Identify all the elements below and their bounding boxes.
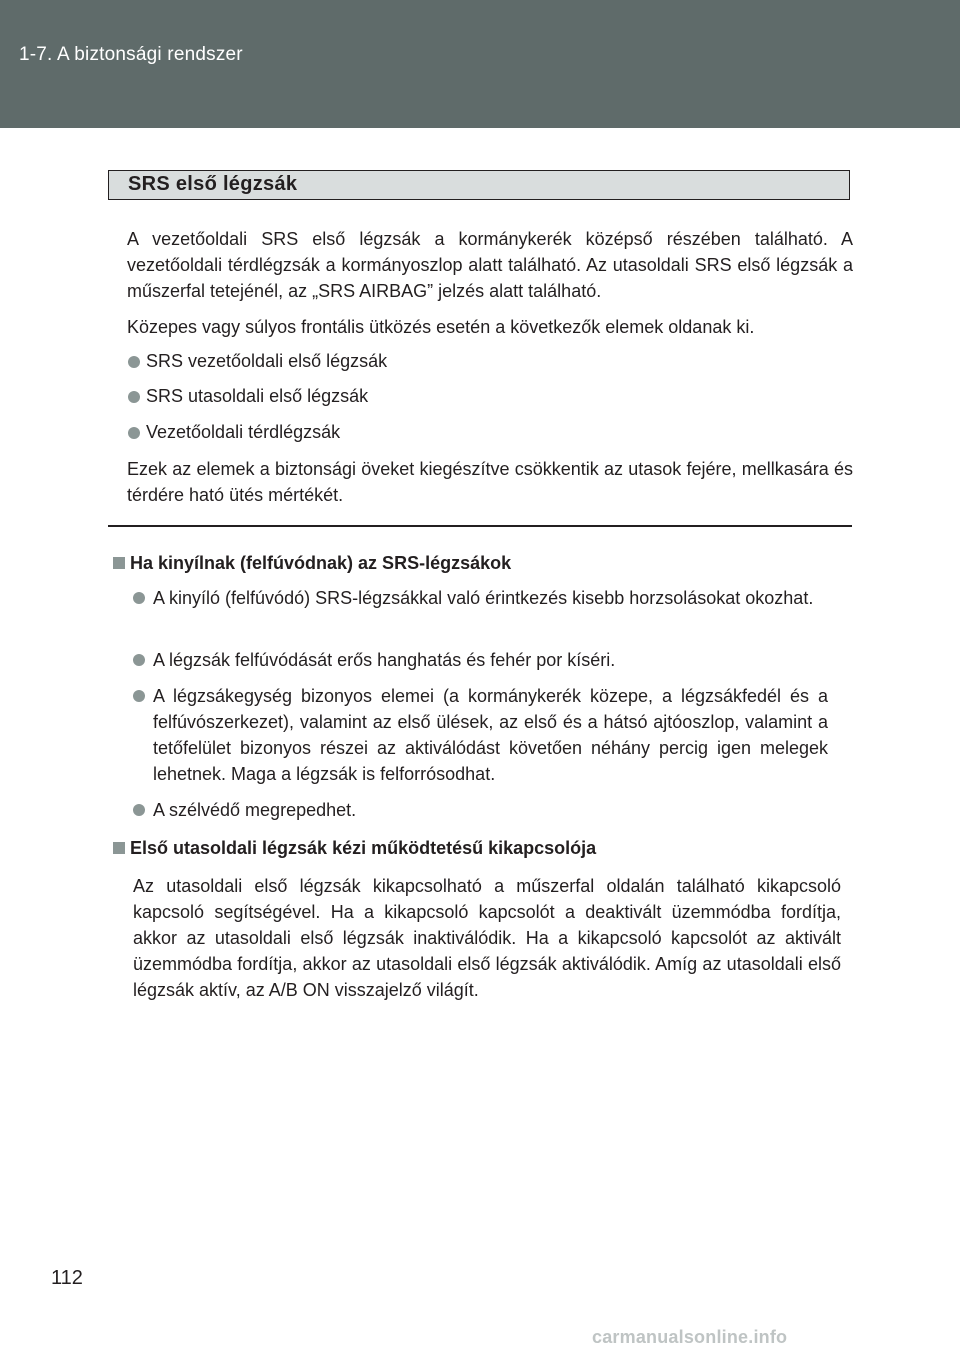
box-bullet-item: Vezetőoldali térdlégzsák bbox=[146, 422, 341, 442]
box-title bbox=[108, 170, 850, 200]
section2-text: Az utasoldali első légzsák kikapcsolható a műszerfal oldalán található kikapcsoló kapcsoló segítségével. Ha a kikapcsoló kapcsolót a deaktivált üzemmódba fordítja, akkor az utasoldali első légzsák inaktiválódik. Ha a kikapcsoló kapcsolót az aktivált üzemmódba fordítja, akkor az utasoldali első légzsák aktiválódik. Amíg az utasoldali első légzsák aktív, az A/B ON visszajelző világít. bbox=[133, 876, 841, 1000]
deploy-paragraph: Közepes vagy súlyos frontális ütközés esetén a következők elemek oldanak ki. bbox=[127, 317, 755, 337]
bullet-dot-icon bbox=[133, 804, 145, 816]
section1-bullet: A légzsákegység bizonyos elemei (a kormánykerék közepe, a légzsákfedél és a felfúvószerkezet), valamint az első ülések, az első és a hátsó ajtóoszlop, valamint a tetőfelület bizonyos részei az aktiválódást követően néhány percig igen melegek lehetnek. Maga a légzsák is felforrósodhat. bbox=[153, 686, 828, 784]
bullet-dot-icon bbox=[133, 690, 145, 702]
bullet-dot-icon bbox=[133, 654, 145, 666]
bullet-dot-icon bbox=[128, 391, 140, 403]
watermark: carmanualsonline.info bbox=[592, 1327, 788, 1347]
square-bullet-icon bbox=[113, 557, 125, 569]
box-bullet-item: SRS utasoldali első légzsák bbox=[146, 386, 369, 406]
page-number: 112 bbox=[51, 1267, 83, 1289]
section1-heading: Ha kinyílnak (felfúvódnak) az SRS-légzsákok bbox=[130, 553, 512, 573]
bullet-dot-icon bbox=[128, 427, 140, 439]
box-title-text: SRS első légzsák bbox=[128, 173, 298, 195]
bullet-dot-icon bbox=[133, 592, 145, 604]
closing-paragraph: Ezek az elemek a biztonsági öveket kiegészítve csökkentik az utasok fejére, mellkasára és térdére ható ütés mértékét. bbox=[127, 459, 853, 505]
section2-heading: Első utasoldali légzsák kézi működtetésű kikapcsolója bbox=[130, 838, 597, 858]
header-band bbox=[0, 0, 960, 128]
divider bbox=[108, 525, 852, 527]
section1-bullet: A légzsák felfúvódását erős hanghatás és fehér por kíséri. bbox=[153, 650, 616, 670]
box-bullet-item: SRS vezetőoldali első légzsák bbox=[146, 351, 388, 371]
section-title: 1-7. A biztonsági rendszer bbox=[19, 44, 243, 65]
section1-bullet: A szélvédő megrepedhet. bbox=[153, 800, 357, 820]
bullet-dot-icon bbox=[128, 356, 140, 368]
intro-paragraph: A vezetőoldali SRS első légzsák a kormánykerék középső részében található. A vezetőoldali térdlégzsák a kormányoszlop alatt található. Az utasoldali SRS első légzsák a műszerfal tetejénél, az „SRS AIRBAG” jelzés alatt található. bbox=[127, 229, 853, 301]
section1-bullet: A kinyíló (felfúvódó) SRS-légzsákkal való érintkezés kisebb horzsolásokat okozhat. bbox=[153, 588, 814, 608]
square-bullet-icon bbox=[113, 842, 125, 854]
